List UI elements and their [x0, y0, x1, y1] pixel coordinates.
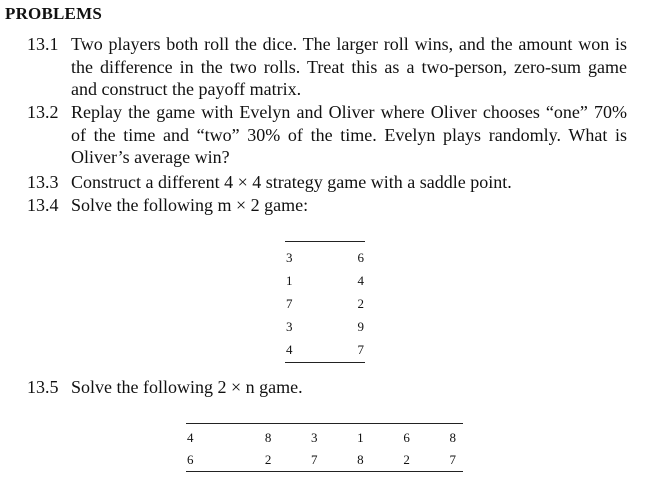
matrix-cell: 4 [357, 273, 364, 288]
problem-text: Replay the game with Evelyn and Oliver where Oliver chooses “one” 70% of the time and “two” 30% of the time. Evelyn plays randomly. What is Oliver’s average win? [71, 102, 627, 167]
matrix-cell: 2 [403, 452, 410, 467]
matrix-cell: 3 [286, 319, 293, 334]
matrix-cell: 1 [357, 430, 364, 445]
matrix-cell: 7 [357, 342, 364, 357]
problem-number: 13.2 [27, 102, 59, 122]
matrix-cell: 9 [357, 319, 364, 334]
matrix-cell: 1 [286, 273, 293, 288]
problem-13-2 [27, 101, 627, 169]
matrix-cell: 4 [187, 430, 194, 445]
problem-text: Two players both roll the dice. The larger roll wins, and the amount won is the difference in the two rolls. Treat this as a two-person, zero-sum game and construct the payoff matrix. [71, 34, 627, 99]
matrix-cell: 7 [311, 452, 318, 467]
matrix-cell: 7 [286, 296, 293, 311]
matrix-cell: 7 [449, 452, 456, 467]
matrix-cell: 6 [357, 250, 364, 265]
problem-13-4 [27, 194, 627, 217]
problem-text: Solve the following m × 2 game: [71, 195, 309, 215]
problem-13-3 [27, 171, 627, 194]
matrix-cell: 8 [264, 430, 272, 445]
matrix-cell: 4 [286, 342, 293, 357]
table-bottom-rule [285, 362, 365, 363]
matrix-cell: 6 [403, 430, 410, 445]
matrix-cell: 8 [449, 430, 456, 445]
problem-13-1 [27, 33, 627, 101]
section-heading: PROBLEMS [5, 4, 103, 23]
payoff-matrix-m-by-2 [285, 241, 365, 363]
matrix-cell: 6 [187, 452, 194, 467]
problem-text: Solve the following 2 × n game. [71, 377, 303, 397]
matrix-cell: 2 [264, 452, 272, 467]
matrix-cells [186, 424, 463, 471]
matrix-cell: 3 [286, 250, 293, 265]
matrix-cell: 8 [357, 452, 364, 467]
payoff-matrix-2-by-n [186, 423, 463, 472]
problem-number: 13.3 [27, 172, 59, 192]
matrix-cells [285, 242, 365, 362]
problem-13-5 [27, 376, 627, 399]
problem-number: 13.1 [27, 34, 59, 54]
table-bottom-rule [186, 471, 463, 472]
problem-text: Construct a different 4 × 4 strategy game with a saddle point. [71, 172, 512, 192]
problem-number: 13.5 [27, 377, 59, 397]
matrix-cell: 2 [357, 296, 364, 311]
problem-number: 13.4 [27, 195, 59, 215]
matrix-cell: 3 [311, 430, 318, 445]
